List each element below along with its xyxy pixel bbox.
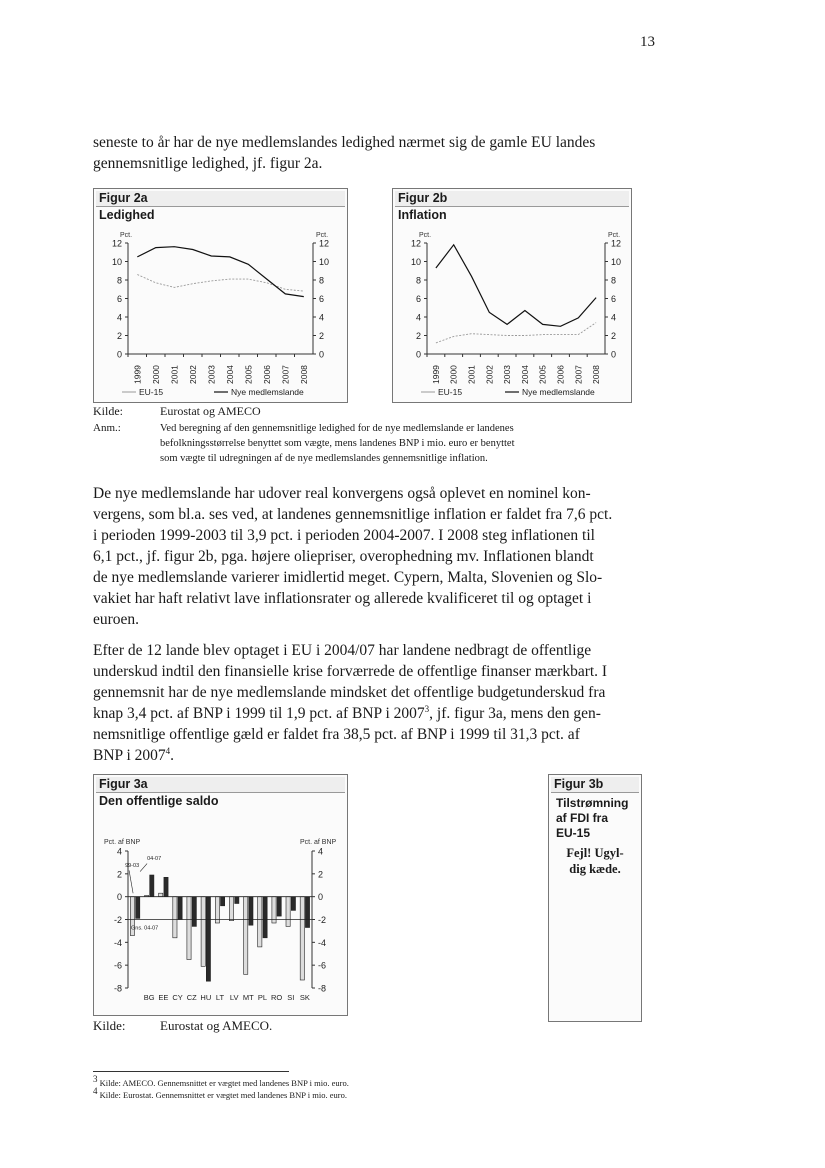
y-tick-label-right: 6: [611, 294, 617, 304]
intro-line: seneste to år har de nye medlemslandes ledighed nærmet sig de gamle EU landes: [93, 134, 596, 151]
x-tick-label: 2003: [206, 365, 217, 384]
error-line: Fejl! Ugyl-: [566, 846, 624, 860]
x-tick-label: 1999: [430, 365, 441, 384]
note-line: som vægte til udregningen af de nye medlemslandes gennemsnitlige inflation.: [160, 453, 488, 464]
saldo-chart: [94, 775, 347, 1015]
figure-label: Figur 2a: [96, 191, 345, 207]
paragraph-line: i perioden 1999-2003 til 3,9 pct. i perioden 2004-2007. I 2008 steg inflationen til: [93, 527, 595, 544]
y-tick-label-left: 4: [415, 312, 421, 323]
y-tick-label-left: 0: [116, 349, 122, 360]
page-number: 13: [640, 34, 655, 50]
paragraph-line: gennemsnit har de nye medlemslande mindsket det offentlige budgetunderskud fra: [93, 684, 606, 701]
paragraph-line: underskud indtil den finansielle krise forværrede de offentlige finanser mærkbart. I: [93, 663, 608, 680]
x-category-label: CZ: [186, 993, 197, 1002]
bar-99-03: [300, 897, 304, 980]
y-tick-label-right: -6: [318, 960, 327, 971]
y-unit-left: Pct. af BNP: [104, 839, 141, 846]
footnote-ref[interactable]: 3: [424, 703, 430, 714]
y-tick-label-right: -8: [318, 983, 327, 994]
source-label: Kilde:: [93, 404, 123, 418]
x-category-label: EE: [158, 993, 169, 1002]
x-tick-label: 2007: [280, 365, 291, 384]
y-tick-label-right: 10: [611, 257, 622, 267]
x-tick-label: 2001: [169, 365, 180, 384]
y-tick-label-right: 2: [319, 331, 325, 341]
title-line: Tilstrømning: [556, 796, 629, 810]
legend-new-label: Nye medlemslande: [522, 387, 595, 397]
bar-04-07: [291, 897, 295, 911]
y-tick-label-right: 12: [319, 238, 330, 249]
y-tick-label-left: 12: [111, 238, 122, 249]
paragraph-line: de nye medlemslande varierer imidlertid meget. Cypern, Malta, Slovenien og Slo-: [93, 569, 603, 586]
paragraph-line: vakiet har haft relativt lave inflationsrater og allerede kvalificeret til og optaget i: [93, 590, 592, 607]
bar-99-03: [258, 897, 262, 947]
y-tick-label-left: 2: [116, 869, 122, 880]
x-tick-label: 2001: [466, 365, 477, 384]
footnote-3: [93, 1074, 349, 1089]
y-tick-label-left: -2: [113, 915, 122, 925]
line-text: , jf. figur 3a, mens den gen-: [429, 705, 601, 722]
bar-99-03: [201, 897, 205, 967]
bar-99-03: [244, 897, 248, 975]
paragraph-line: Efter de 12 lande blev optaget i EU i 2004/07 har landene nedbragt de offentlige: [93, 642, 592, 659]
footnote-number: 3: [93, 1074, 98, 1085]
x-category-label: MT: [242, 993, 254, 1002]
note-text: [160, 421, 630, 466]
figure-2a: [93, 188, 348, 403]
bar-99-03: [229, 897, 233, 921]
y-tick-label-left: 10: [410, 257, 421, 267]
figure-3b: [548, 774, 642, 1022]
figure-label: Figur 3a: [96, 777, 345, 793]
y-tick-label-right: 12: [611, 238, 622, 249]
bar-04-07: [150, 875, 154, 897]
x-tick-label: 2006: [261, 365, 272, 384]
y-unit-right: Pct.: [608, 232, 621, 239]
bar-99-03: [159, 893, 163, 896]
bar-04-07: [136, 897, 140, 919]
note-line: befolkningsstørrelse benyttet som vægte, mens landenes BNP i mio. euro er benyttet: [160, 438, 515, 449]
y-tick-label-left: 8: [116, 275, 122, 286]
y-tick-label-left: 0: [415, 349, 421, 360]
x-category-label: LT: [215, 993, 225, 1002]
x-tick-label: 2002: [187, 365, 198, 384]
footnote-4: [93, 1086, 347, 1101]
footnote-separator: [93, 1071, 289, 1072]
bar-04-07: [178, 897, 182, 920]
y-tick-label-right: 0: [318, 892, 324, 903]
footnote-number: 4: [93, 1086, 98, 1097]
y-tick-label-left: 2: [116, 331, 122, 341]
annotation-pointer: [129, 870, 133, 893]
bar-04-07: [221, 897, 225, 906]
x-category-label: HU: [200, 993, 212, 1002]
y-tick-label-right: -2: [318, 915, 327, 925]
y-tick-label-right: 4: [611, 312, 617, 323]
line-text: BNP i 2007: [93, 747, 166, 764]
bar-99-03: [286, 897, 290, 927]
bar-04-07: [192, 897, 196, 927]
figure-label: Figur 2b: [395, 191, 629, 207]
y-tick-label-left: 2: [415, 331, 421, 341]
y-tick-label-left: 4: [116, 312, 122, 323]
x-tick-label: 2003: [502, 365, 513, 384]
legend-eu15-label: EU-15: [139, 387, 164, 397]
y-tick-label-right: 2: [318, 869, 324, 880]
intro-line: gennemsnitlige ledighed, jf. figur 2a.: [93, 155, 323, 172]
y-tick-label-left: 10: [111, 257, 122, 267]
x-tick-label: 2002: [484, 365, 495, 384]
paragraph-line: 6,1 pct., jf. figur 2b, pga. højere oliepriser, overophedning mv. Inflationen blandt: [93, 548, 594, 565]
x-tick-label: 2005: [537, 365, 548, 384]
paragraph-inflation: [93, 483, 633, 630]
y-tick-label-left: -6: [113, 960, 122, 971]
bar-04-07: [263, 897, 267, 938]
y-tick-label-right: 8: [319, 275, 325, 286]
source-text: Eurostat og AMECO: [160, 404, 261, 418]
bar-04-07: [206, 897, 210, 982]
bar-04-07: [235, 897, 239, 904]
y-tick-label-left: -4: [113, 937, 122, 948]
figure-title: Inflation: [398, 208, 447, 222]
x-category-label: SI: [287, 993, 295, 1002]
y-unit-left: Pct.: [419, 232, 432, 239]
y-tick-label-right: 4: [318, 846, 324, 857]
bar-04-07: [249, 897, 253, 926]
nye-medlemslande-line: [436, 245, 596, 326]
title-line: af FDI fra: [556, 811, 609, 825]
bar-04-07: [164, 877, 168, 896]
source-text: Eurostat og AMECO.: [160, 1018, 273, 1033]
y-tick-label-right: 8: [611, 275, 617, 286]
y-tick-label-right: 0: [319, 349, 325, 360]
figure-3a: [93, 774, 348, 1016]
annotation-pointer: [140, 864, 147, 872]
paragraph-line: De nye medlemslande har udover real konvergens også oplevet en nominel kon-: [93, 485, 591, 502]
figure-title: Ledighed: [99, 208, 155, 222]
figure-label: Figur 3b: [551, 777, 639, 793]
figure-2b: [392, 188, 632, 403]
bar-99-03: [272, 897, 276, 923]
bar-04-07: [277, 897, 281, 916]
figure-title: Den offentlige saldo: [99, 794, 219, 808]
footnote-ref[interactable]: 4: [165, 745, 171, 756]
x-tick-label: 2004: [519, 365, 530, 384]
x-category-label: LV: [229, 993, 239, 1002]
y-tick-label-left: 4: [116, 846, 122, 857]
y-tick-label-left: 12: [410, 238, 421, 249]
legend-eu15-label: EU-15: [438, 387, 463, 397]
ledighed-chart: [94, 189, 347, 402]
y-unit-right: Pct.: [316, 232, 329, 239]
bar-04-07: [305, 897, 309, 928]
y-tick-label-right: 6: [319, 294, 325, 304]
line-text: .: [170, 747, 175, 764]
y-unit-left: Pct.: [120, 232, 133, 239]
footnote-text: Kilde: Eurostat. Gennemsnittet er vægtet med landenes BNP i mio. euro.: [97, 1090, 347, 1100]
paragraph-line: nemsnitlige offentlige gæld er faldet fra 38,5 pct. af BNP i 1999 til 31,3 pct. af: [93, 726, 580, 743]
annotation-04-07: 04-07: [147, 856, 162, 863]
error-line: dig kæde.: [569, 862, 621, 876]
x-category-label: RO: [270, 993, 283, 1002]
x-tick-label: 2005: [243, 365, 254, 384]
source-label: Kilde:: [93, 1018, 126, 1033]
paragraph-saldo: [93, 640, 633, 766]
paragraph-line: euroen.: [93, 611, 140, 628]
footnote-text: Kilde: AMECO. Gennemsnittet er vægtet med landenes BNP i mio. euro.: [97, 1078, 349, 1088]
note-line: Ved beregning af den gennemsnitlige ledighed for de nye medlemslande er landenes: [160, 423, 514, 434]
annotation-99-03: 99-03: [125, 862, 140, 869]
x-tick-label: 2008: [591, 365, 602, 384]
x-category-label: CY: [172, 993, 183, 1002]
average-annotation: Gns. 04-07: [131, 925, 159, 932]
x-tick-label: 2004: [224, 365, 235, 384]
y-tick-label-right: 10: [319, 257, 330, 267]
intro-paragraph: [93, 132, 633, 174]
paragraph-line: [93, 745, 633, 766]
x-tick-label: 2008: [298, 365, 309, 384]
x-category-label: PL: [257, 993, 268, 1002]
bar-99-03: [173, 897, 177, 938]
legend-new-label: Nye medlemslande: [231, 387, 304, 397]
inflation-chart: [393, 189, 631, 402]
y-tick-label-left: 6: [415, 294, 421, 304]
paragraph-line: [93, 703, 633, 724]
y-tick-label-left: 6: [116, 294, 122, 304]
x-category-label: SK: [299, 993, 310, 1002]
y-tick-label-right: 2: [611, 331, 617, 341]
x-tick-label: 2006: [555, 365, 566, 384]
y-tick-label-right: -4: [318, 937, 327, 948]
figure-title: [556, 796, 628, 841]
nye-medlemslande-line: [137, 247, 303, 297]
line-text: knap 3,4 pct. af BNP i 1999 til 1,9 pct. af BNP i 2007: [93, 705, 425, 722]
bar-99-03: [187, 897, 191, 960]
x-tick-label: 2000: [150, 365, 161, 384]
y-tick-label-left: -8: [113, 983, 122, 994]
x-tick-label: 2000: [448, 365, 459, 384]
title-line: EU-15: [556, 826, 591, 840]
paragraph-line: vergens, som bl.a. ses ved, at landenes gennemsnitlige inflation er faldet fra 7,6 pct.: [93, 506, 613, 523]
bar-99-03: [215, 897, 219, 923]
eu15-line: [436, 323, 596, 343]
x-tick-label: 1999: [132, 365, 143, 384]
broken-link-error: [549, 845, 641, 877]
y-unit-right: Pct. af BNP: [300, 839, 337, 846]
x-category-label: BG: [143, 993, 155, 1002]
note-label: Anm.:: [93, 422, 121, 434]
y-tick-label-left: 8: [415, 275, 421, 286]
x-tick-label: 2007: [573, 365, 584, 384]
y-tick-label-right: 0: [611, 349, 617, 360]
y-tick-label-left: 0: [116, 892, 122, 903]
y-tick-label-right: 4: [319, 312, 325, 323]
